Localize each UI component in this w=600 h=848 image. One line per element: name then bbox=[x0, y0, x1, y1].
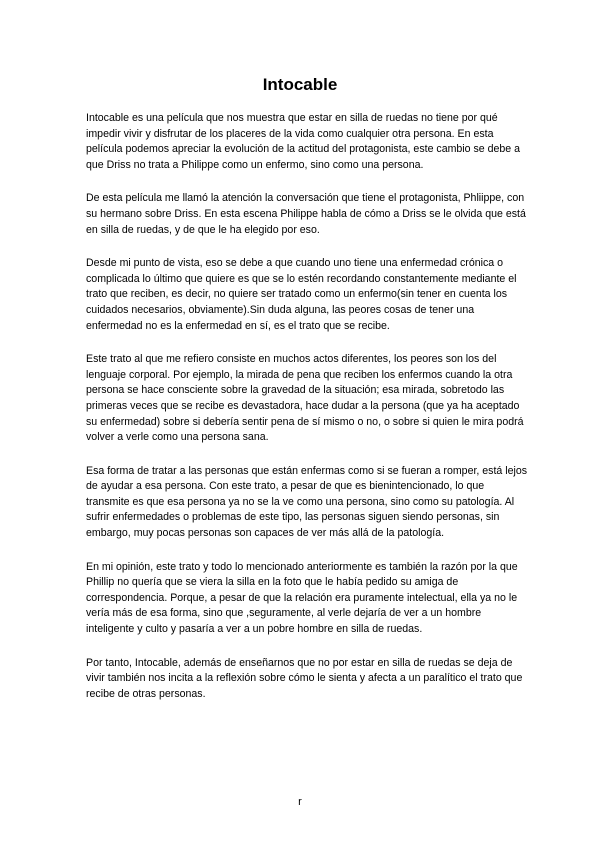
paragraph-5: Esa forma de tratar a las personas que están enfermas como si se fueran a romper, está lejos de ayudar a esa persona. Con este trato, a pesar de que es bienintencionado, lo que transmite es que esa persona ya no se la ve como una persona, sino como su patología. Al sufrir enfermedades o problemas de este tipo, las personas siguen siendo personas, sin embargo, muy pocas personas son capaces de ver más allá de la patología. bbox=[86, 464, 528, 540]
paragraph-1: Intocable es una película que nos muestra que estar en silla de ruedas no tiene por qué impedir vivir y disfrutar de los placeres de la vida como cualquier otra persona. En esta película podemos apreciar la evolución de la actitud del protagonista, este cambio se debe a que Driss no trata a Philippe como un enfermo, sino como una persona. bbox=[86, 112, 521, 171]
paragraph-7: Por tanto, Intocable, además de enseñarnos que no por estar en silla de ruedas se deja de vivir también nos incita a la reflexión sobre cómo le sienta y afecta a un paralítico el trato que recibe de otras personas. bbox=[86, 656, 523, 700]
paragraph-3: Desde mi punto de vista, eso se debe a que cuando uno tiene una enfermedad crónica o complicada lo último que quiere es que se lo estén recordando constantemente mediante el trato que reciben, es decir, no quiere ser tratado como un enfermo(sin tener en cuenta los cuidados necesarios, obviamente).Sin duda alguna, las peores cosas de tener una enfermedad no es la enfermedad en sí, es el trato que se recibe. bbox=[86, 257, 517, 332]
paragraph-4: Este trato al que me refiero consiste en muchos actos diferentes, los peores son los del lenguaje corporal. Por ejemplo, la mirada de pena que reciben los enfermos cuando la otra persona se hace consciente sobre la gravedad de la situación; esa mirada, sobretodo las primeras veces que se recibe es devastadora, hace dudar a la persona (que ya ha aceptado su enfermedad) sobre si debería sentir pena de sí mismo o no, o sobre si quien le mira podrá volver a verle como una persona sana. bbox=[86, 353, 524, 444]
page-title: Intocable bbox=[262, 75, 338, 94]
paragraph-2: De esta película me llamó la atención la conversación que tiene el protagonista, Phliippe, con su hermano sobre Driss. En esta escena Philippe habla de cómo a Driss se le olvida que está en silla de ruedas, y de que le ha elegido por eso. bbox=[86, 192, 526, 236]
paragraph-6: En mi opinión, este trato y todo lo mencionado anteriormente es también la razón por la que Phillip no quería que se viera la silla en la foto que le había pedido su amiga de correspondencia. Porque, a pesar de que la relación era puramente intelectual, ella ya no le vería más de esa forma, sino que ,seguramente, al verle dejaría de ver a un hombre inteligente y culto y pasaría a ver a un pobre hombre en silla de ruedas. bbox=[86, 560, 518, 636]
page-number: r bbox=[298, 796, 302, 808]
document-body bbox=[86, 111, 528, 720]
